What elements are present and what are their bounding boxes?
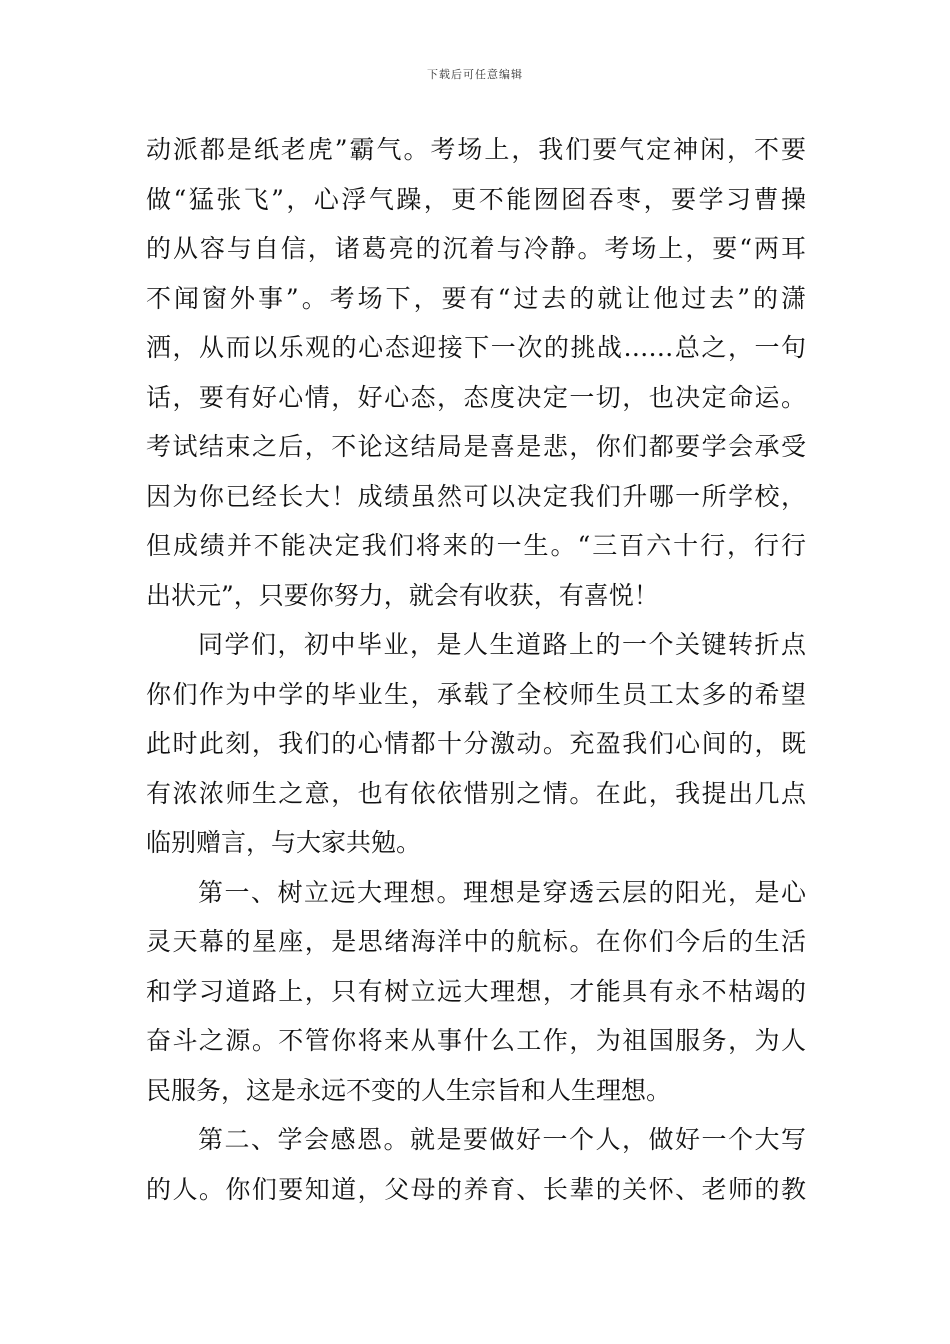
- text-line: 但成绩并不能决定我们将来的一生。“三百六十行，行行: [146, 531, 806, 560]
- text-line: 不闻窗外事”。考场下，要有“过去的就让他过去”的潇: [146, 283, 806, 313]
- text-line: 奋斗之源。不管你将来从事什么工作，为祖国服务，为人: [146, 1026, 806, 1055]
- text-line: 和学习道路上，只有树立远大理想，才能具有永不枯竭的: [146, 976, 806, 1006]
- text-line: 有浓浓师生之意，也有依依惜别之情。在此，我提出几点: [146, 778, 806, 808]
- text-line: 临别赠言，与大家共勉。: [146, 828, 422, 857]
- text-line: 的从容与自信，诸葛亮的沉着与冷静。考场上，要“两耳: [146, 234, 806, 263]
- text-line: 做“猛张飞”，心浮气躁，更不能囫囵吞枣，要学习曹操: [146, 184, 806, 214]
- text-line: 第一、树立远大理想。理想是穿透云层的阳光，是心: [198, 877, 806, 907]
- text-line: 的人。你们要知道，父母的养育、长辈的关怀、老师的教: [146, 1174, 806, 1204]
- text-line: 灵天幕的星座，是思绪海洋中的航标。在你们今后的生活: [146, 927, 806, 956]
- text-line: 动派都是纸老虎”霸气。考场上，我们要气定神闲，不要: [146, 135, 806, 164]
- body-text: [146, 125, 806, 1214]
- text-line: 你们作为中学的毕业生，承载了全校师生员工太多的希望: [146, 679, 806, 709]
- text-line: 出状元”，只要你努力，就会有收获，有喜悦！: [146, 580, 659, 610]
- text-line: 民服务，这是永远不变的人生宗旨和人生理想。: [146, 1075, 672, 1105]
- text-line: 同学们，初中毕业，是人生道路上的一个关键转折点: [198, 630, 806, 659]
- text-line: 此时此刻，我们的心情都十分激动。充盈我们心间的，既: [146, 729, 806, 758]
- text-line: 洒，从而以乐观的心态迎接下一次的挑战……总之，一句: [146, 333, 806, 362]
- page-header: 下载后可任意编辑: [427, 68, 523, 81]
- text-line: 第二、学会感恩。就是要做好一个人，做好一个大写: [198, 1125, 806, 1154]
- text-line: 话，要有好心情，好心态，态度决定一切，也决定命运。: [146, 382, 806, 412]
- text-line: 因为你已经长大！成绩虽然可以决定我们升哪一所学校，: [146, 481, 806, 511]
- text-line: 考试结束之后，不论这结局是喜是悲，你们都要学会承受: [146, 432, 806, 461]
